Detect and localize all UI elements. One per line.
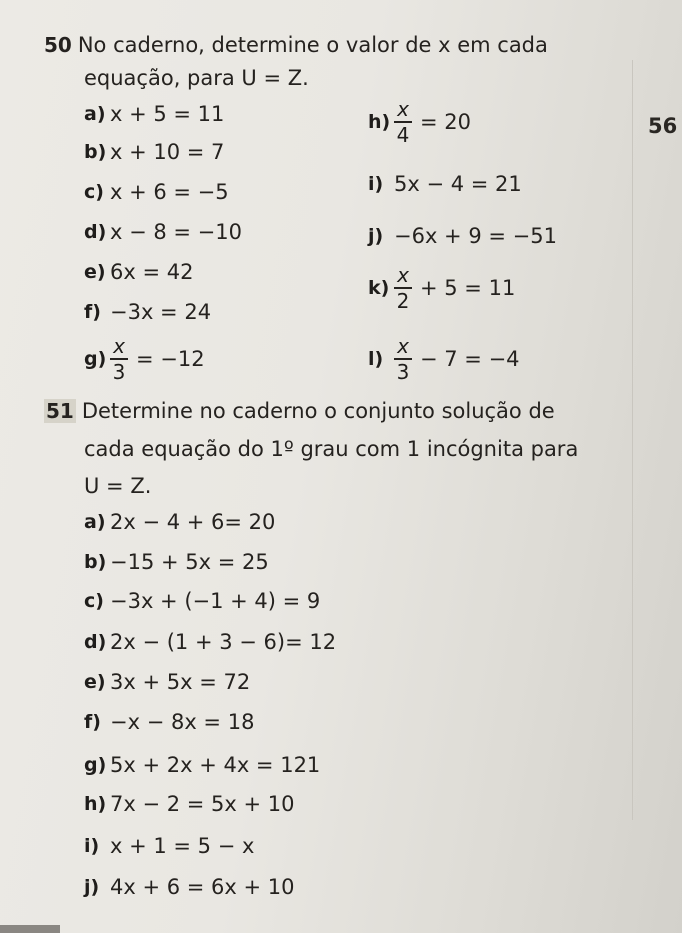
q51-item-j: j) 4x + 6 = 6x + 10 — [84, 875, 295, 899]
q50-item-i: i) 5x − 4 = 21 — [368, 172, 522, 196]
fraction: $\frac{x}{3}$ — [394, 335, 412, 383]
q51-item-c: c) −3x + (−1 + 4) = 9 — [84, 589, 321, 613]
q51-instruction-line3: U = Z. — [84, 474, 152, 498]
q50-item-j: j) −6x + 9 = −51 — [368, 224, 557, 248]
q50-item-k: k) $\frac{x}{2}$ + 5 = 11 — [368, 263, 516, 313]
q51-item-b: b) −15 + 5x = 25 — [84, 550, 269, 574]
q50-instruction-line2: equação, para U = Z. — [84, 66, 309, 90]
q51-number: 51 — [46, 399, 74, 423]
page-margin-line — [632, 60, 633, 820]
fraction: $\frac{x}{3}$ — [110, 335, 128, 383]
page-number: 56 — [648, 114, 678, 138]
q51-instruction-line1: 51 Determine no caderno o conjunto solução de — [46, 399, 555, 423]
q51-item-i: i) x + 1 = 5 − x — [84, 834, 255, 858]
q51-instruction-line2: cada equação do 1º grau com 1 incógnita para — [84, 437, 579, 461]
q50-item-c: c) x + 6 = −5 — [84, 180, 229, 204]
page-edge-shadow — [0, 925, 60, 933]
q50-item-e: e) 6x = 42 — [84, 260, 194, 284]
q50-item-f: f) −3x = 24 — [84, 300, 212, 324]
q50-instruction-line1: 50 No caderno, determine o valor de x em cada — [44, 33, 548, 57]
q50-item-a: a) x + 5 = 11 — [84, 102, 225, 126]
q50-item-d: d) x − 8 = −10 — [84, 220, 242, 244]
q50-item-b: b) x + 10 = 7 — [84, 140, 225, 164]
q50-item-h: h) $\frac{x}{4}$ = 20 — [368, 97, 471, 147]
q51-item-e: e) 3x + 5x = 72 — [84, 670, 251, 694]
q51-item-h: h) 7x − 2 = 5x + 10 — [84, 792, 295, 816]
fraction: $\frac{x}{4}$ — [394, 98, 412, 146]
q51-item-d: d) 2x − (1 + 3 − 6)= 12 — [84, 630, 337, 654]
q51-item-f: f) −x − 8x = 18 — [84, 710, 255, 734]
q50-number: 50 — [44, 33, 72, 57]
q51-item-g: g) 5x + 2x + 4x = 121 — [84, 753, 321, 777]
fraction: $\frac{x}{2}$ — [394, 264, 412, 312]
q50-item-g: g) $\frac{x}{3}$ = −12 — [84, 334, 205, 384]
q51-item-a: a) 2x − 4 + 6= 20 — [84, 510, 276, 534]
q50-item-l: l) $\frac{x}{3}$ − 7 = −4 — [368, 334, 520, 384]
